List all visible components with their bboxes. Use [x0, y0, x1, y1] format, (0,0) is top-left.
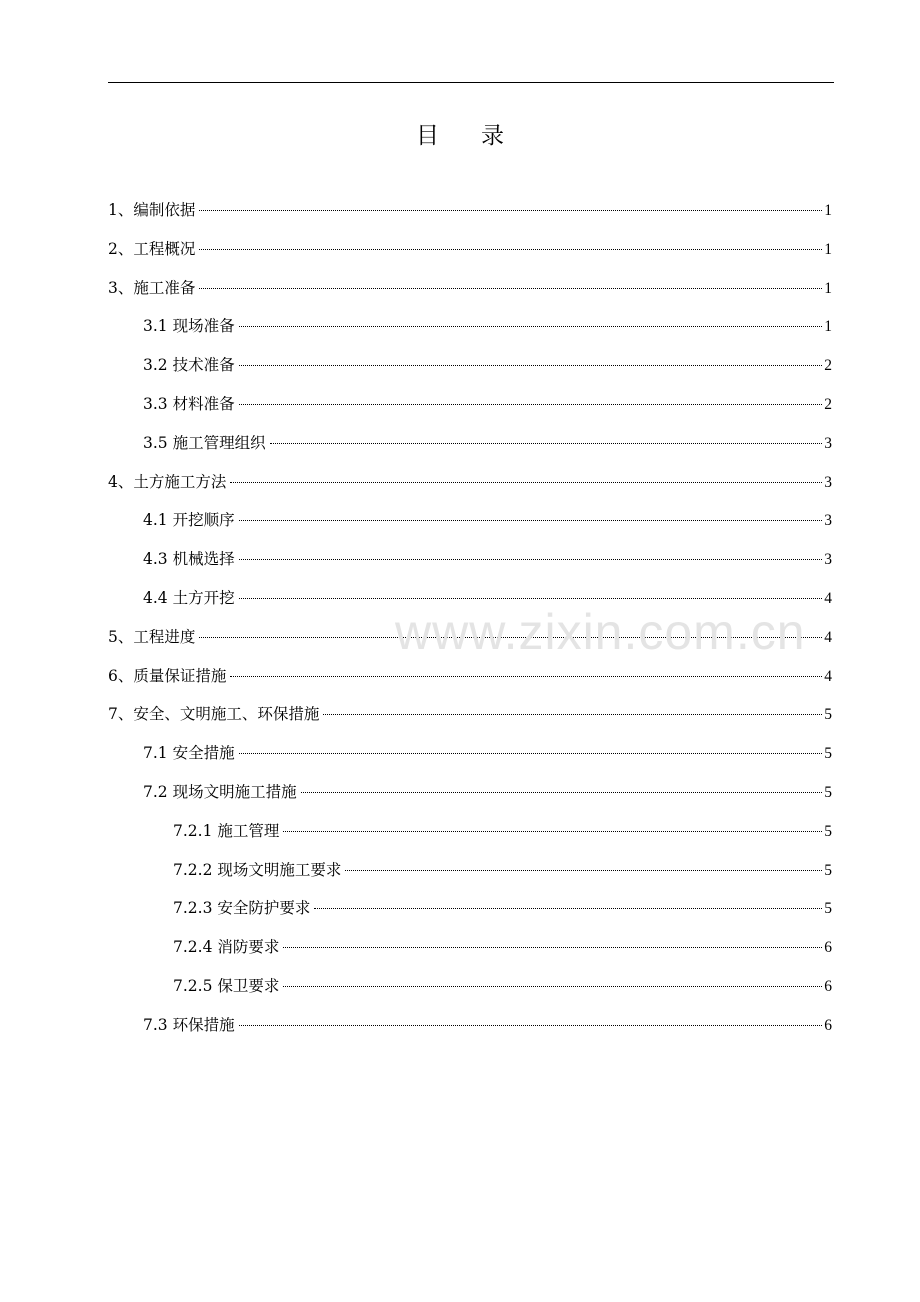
- toc-entry[interactable]: [108, 738, 832, 777]
- toc-dot-leader: [230, 482, 822, 483]
- toc-entry-label: 4.3 机械选择: [143, 550, 235, 569]
- toc-entry-page-number: 1: [824, 240, 832, 258]
- toc-entry[interactable]: [108, 273, 832, 312]
- toc-entry-label: 7、安全、文明施工、环保措施: [108, 705, 320, 724]
- toc-dot-leader: [239, 404, 823, 405]
- toc-entry-page-number: 3: [824, 512, 832, 530]
- toc-entry[interactable]: [108, 389, 832, 428]
- toc-entry-label: 7.2.2 现场文明施工要求: [173, 860, 342, 879]
- toc-entry-label: 3、施工准备: [108, 278, 196, 297]
- toc-entry-page-number: 4: [824, 667, 832, 685]
- toc-entry-page-number: 4: [824, 589, 832, 607]
- toc-dot-leader: [239, 520, 823, 521]
- toc-entry[interactable]: [108, 195, 832, 234]
- watermark: www.zixin.com.cn: [395, 604, 806, 660]
- toc-dot-leader: [239, 326, 823, 327]
- toc-entry-label: 7.1 安全措施: [143, 744, 235, 763]
- toc-entry-page-number: 4: [824, 628, 832, 646]
- toc-entry-page-number: 2: [824, 395, 832, 413]
- toc-entry[interactable]: [108, 855, 832, 894]
- toc-entry-label: 7.2 现场文明施工措施: [143, 782, 297, 801]
- toc-entry-label: 7.2.3 安全防护要求: [173, 899, 311, 918]
- toc-entry[interactable]: [108, 777, 832, 816]
- toc-dot-leader: [301, 792, 823, 793]
- toc-entry[interactable]: [108, 816, 832, 855]
- toc-entry-label: 3.2 技术准备: [143, 356, 235, 375]
- toc-entry-page-number: 6: [824, 939, 832, 957]
- toc-dot-leader: [230, 676, 822, 677]
- toc-entry-page-number: 5: [824, 783, 832, 801]
- toc-dot-leader: [283, 947, 822, 948]
- toc-dot-leader: [239, 598, 823, 599]
- toc-entry-label: 4.4 土方开挖: [143, 588, 235, 607]
- toc-entry[interactable]: [108, 893, 832, 932]
- toc-entry-label: 2、工程概况: [108, 239, 196, 258]
- toc-entry[interactable]: [108, 622, 832, 661]
- toc-entry-page-number: 5: [824, 745, 832, 763]
- toc-entry-page-number: 3: [824, 473, 832, 491]
- toc-entry-label: 4、土方施工方法: [108, 472, 227, 491]
- toc-entry[interactable]: [108, 428, 832, 467]
- toc-entry-label: 3.3 材料准备: [143, 394, 235, 413]
- toc-dot-leader: [270, 443, 823, 444]
- toc-dot-leader: [199, 210, 822, 211]
- toc-entry[interactable]: [108, 544, 832, 583]
- toc-entry-page-number: 5: [824, 822, 832, 840]
- toc-entry[interactable]: [108, 311, 832, 350]
- toc-entry-label: 7.2.1 施工管理: [173, 821, 280, 840]
- toc-entry[interactable]: [108, 583, 832, 622]
- toc-dot-leader: [199, 637, 822, 638]
- toc-entry[interactable]: [108, 699, 832, 738]
- toc-entry-page-number: 1: [824, 202, 832, 219]
- toc-entry-page-number: 1: [824, 279, 832, 297]
- toc-entry-page-number: 3: [824, 434, 832, 452]
- toc-entry-page-number: 2: [824, 357, 832, 375]
- toc-entry[interactable]: [108, 1010, 832, 1049]
- toc-dot-leader: [283, 986, 822, 987]
- toc-entry-page-number: 1: [824, 318, 832, 336]
- toc-entry-label: 7.2.4 消防要求: [173, 938, 280, 957]
- toc-entry-label: 4.1 开挖顺序: [143, 511, 235, 530]
- toc-entry-page-number: 6: [824, 977, 832, 995]
- header-rule: [108, 82, 834, 83]
- toc-entry-page-number: 3: [824, 551, 832, 569]
- toc-dot-leader: [199, 288, 822, 289]
- toc-dot-leader: [345, 870, 822, 871]
- page-title-char-2: 录: [481, 123, 504, 149]
- toc-entry-label: 7.3 环保措施: [143, 1015, 235, 1034]
- toc-dot-leader: [199, 249, 822, 250]
- toc-entry[interactable]: [108, 661, 832, 700]
- toc-entry-page-number: 5: [824, 861, 832, 879]
- toc-entry[interactable]: [108, 350, 832, 389]
- toc-dot-leader: [314, 908, 822, 909]
- toc-dot-leader: [323, 714, 822, 715]
- toc-dot-leader: [239, 1025, 823, 1026]
- toc-dot-leader: [239, 559, 823, 560]
- toc-entry-page-number: 6: [824, 1016, 832, 1034]
- toc-entry-label: 5、工程进度: [108, 627, 196, 646]
- page-title: [0, 120, 920, 152]
- toc-entry[interactable]: [108, 932, 832, 971]
- toc-entry-page-number: 5: [824, 900, 832, 918]
- toc-dot-leader: [239, 365, 823, 366]
- table-of-contents: [108, 195, 832, 1049]
- toc-entry[interactable]: [108, 467, 832, 506]
- toc-entry[interactable]: [108, 505, 832, 544]
- toc-entry[interactable]: [108, 971, 832, 1010]
- toc-entry-label: 6、质量保证措施: [108, 666, 227, 685]
- toc-dot-leader: [283, 831, 822, 832]
- toc-entry-label: 7.2.5 保卫要求: [173, 976, 280, 995]
- toc-entry-label: 1、编制依据: [108, 201, 196, 219]
- toc-entry[interactable]: [108, 234, 832, 273]
- toc-entry-label: 3.1 现场准备: [143, 317, 235, 336]
- page-title-char-1: 目: [416, 123, 439, 149]
- toc-entry-page-number: 5: [824, 706, 832, 724]
- toc-dot-leader: [239, 753, 823, 754]
- toc-entry-label: 3.5 施工管理组织: [143, 433, 266, 452]
